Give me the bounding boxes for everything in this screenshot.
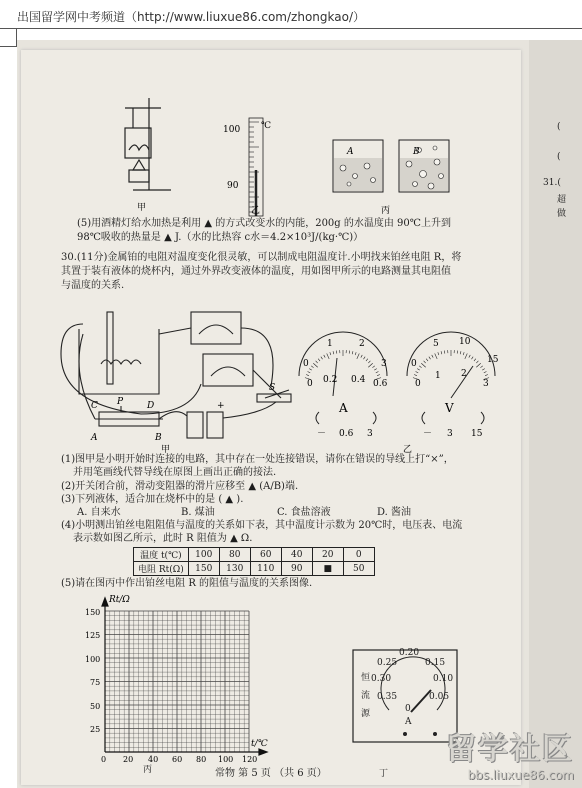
dial-tick [308, 371, 311, 372]
table-cell: 0 [343, 548, 374, 562]
fig-jia-caption: 甲 [137, 203, 147, 213]
circuit-label-d: D [147, 401, 155, 411]
bubble [433, 146, 437, 150]
dial-tick [465, 353, 467, 358]
table-header-res: 电阻 Rt(Ω) [134, 562, 189, 576]
ding-scale-030: 0.30 [371, 674, 392, 684]
ammeter-bottom-02: 0.2 [323, 375, 338, 385]
dial-tick [333, 351, 334, 354]
dial-tick [336, 351, 337, 354]
dial-tick [444, 351, 445, 354]
thermo-tick-100: 100 [223, 125, 241, 135]
ammeter-zero-top: 0 [303, 359, 309, 369]
table-cell: 20 [312, 548, 343, 562]
table-cell: ■ [312, 562, 343, 576]
dial-tick [463, 352, 464, 355]
side-char-yuan: 源 [361, 709, 371, 719]
x-tick-100: 100 [218, 755, 234, 764]
y-tick-50: 50 [90, 702, 101, 711]
q30-4: (4)小明测出铂丝电阻阻值与温度的关系如下表，其中温度计示数为 20℃时，电压表、电流 [61, 520, 463, 531]
dial-tick [435, 353, 437, 358]
table-row [134, 562, 375, 576]
q30-1: (1)图甲是小明开始时连接的电路，其中存在一处连接错误，请你在错误的导线上打“×”， [61, 454, 454, 465]
fig-yi-caption: 乙 [251, 206, 261, 216]
table-header-temp: 温度 t(℃) [134, 548, 189, 562]
bubble [439, 174, 444, 179]
circuit-label-c: C [91, 401, 98, 411]
y-tick-25: 25 [90, 725, 101, 734]
dials-caption-yi: 乙 [403, 445, 413, 454]
dial-tick [306, 374, 309, 375]
x-tick-0: 0 [101, 755, 107, 764]
ding-caption: 丁 [379, 769, 389, 779]
circuit-label-b: B [155, 433, 162, 443]
watermark-url: bbs.liuxue86.com [467, 768, 574, 782]
dial-tick [324, 355, 325, 358]
circuit-caption-jia: 甲 [161, 445, 171, 454]
margin-question-number: 31.( [543, 178, 561, 188]
x-tick-80: 80 [196, 755, 207, 764]
bubble [406, 161, 412, 167]
thermometer-ticks [249, 122, 259, 212]
dial-tick [349, 351, 350, 354]
ding-scale-025: 0.25 [377, 658, 398, 668]
option-a: A. 自来水 [77, 507, 121, 518]
voltmeter-zero-top: 0 [411, 359, 417, 369]
dial-tick [374, 369, 377, 371]
dial-tick [330, 352, 331, 355]
voltmeter-ticks [413, 350, 489, 379]
fig-bing-caption: 丙 [381, 206, 391, 216]
dial-tick [368, 363, 372, 367]
site-title: 出国留学网中考频道（http://www.liuxue86.com/zhongkao/） [17, 10, 365, 24]
bubble [364, 163, 370, 169]
graph-axes [102, 598, 267, 755]
table-cell: 40 [281, 548, 312, 562]
dial-tick [352, 351, 353, 354]
voltmeter-terminal-minus: － [423, 429, 433, 439]
ammeter-bottom-06: 0.6 [373, 379, 388, 389]
dial-tick [377, 374, 380, 375]
table-cell: 50 [343, 562, 374, 576]
header-rule [0, 28, 582, 29]
table-cell: 80 [219, 548, 250, 562]
q29-5-line1: (5)用酒精灯给水加热是利用 ▲ 的方式改变水的内能，200g 的水温度由 90℃上升到 [77, 218, 451, 229]
dial-tick [414, 374, 417, 375]
x-tick-40: 40 [148, 755, 159, 764]
voltmeter-bottom-3: 3 [483, 379, 489, 389]
bubble [428, 183, 434, 189]
dial-tick [429, 357, 431, 359]
photo-of-exam-page [17, 40, 582, 788]
table-row [134, 548, 375, 562]
dial-tick [376, 371, 379, 372]
q30-line3: 与温度的关系. [61, 280, 125, 291]
ammeter-top-1: 1 [327, 339, 333, 349]
thermo-unit: ℃ [261, 121, 272, 131]
dial-tick [457, 351, 458, 354]
dial-tick [485, 374, 488, 375]
voltmeter-bottom-0: 0 [415, 379, 421, 389]
voltmeter-terminal-15: 15 [471, 429, 483, 439]
q30-1b: 并用笔画线代替导线在原图上画出正确的接法. [73, 467, 277, 478]
bubble [340, 165, 346, 171]
voltmeter-bottom-1: 1 [435, 371, 441, 381]
resistance-temperature-table [133, 547, 375, 576]
dial-tick [372, 366, 374, 368]
watermark-logo-text: 留学社区 [446, 732, 574, 767]
voltmeter-bottom-2: 2 [461, 369, 467, 379]
dial-tick [355, 352, 356, 355]
x-tick-60: 60 [172, 755, 183, 764]
voltmeter-terminal-3: 3 [447, 429, 453, 439]
dial-tick [469, 355, 470, 358]
dial-tick [309, 369, 312, 371]
dial-tick [484, 371, 487, 372]
x-tick-120: 120 [242, 755, 258, 764]
ding-scale-020: 0.20 [399, 648, 420, 658]
graph-ylabel: Rt/Ω [109, 595, 130, 605]
graph-bing [65, 590, 325, 770]
bubble [434, 159, 440, 165]
dial-tick [441, 351, 442, 354]
dial-tick [321, 357, 323, 359]
q30-3: (3)下列液体，适合加在烧杯中的是 ( ▲ ). [61, 494, 244, 505]
dial-tick [419, 366, 421, 368]
ding-scale-010: 0.10 [433, 674, 454, 684]
q30-5: (5)请在图丙中作出铂丝电阻 R 的阻值与温度的关系图像. [61, 578, 313, 589]
watermark [446, 724, 574, 782]
ammeter-bottom-0: 0 [307, 379, 313, 389]
dial-tick [474, 359, 476, 361]
bubble [371, 178, 376, 183]
next-page-edge [529, 40, 582, 788]
dial-tick [424, 361, 426, 363]
ammeter-three-top: 3 [381, 359, 387, 369]
option-c: C. 食盐溶液 [277, 507, 331, 518]
dial-tick [313, 363, 317, 367]
ammeter-letter: A [339, 401, 348, 415]
dial-tick [366, 359, 368, 361]
x-tick-20: 20 [123, 755, 134, 764]
beaker-b-label: B [413, 147, 420, 157]
q30-4b: 表示数如图乙所示，此时 R 阻值为 ▲ Ω. [73, 533, 253, 544]
ding-scale-035: 0.35 [377, 692, 398, 702]
dial-tick [357, 353, 359, 358]
margin-mark-1: ( [557, 122, 561, 132]
q29-5-line2: 98℃吸收的热量是 ▲ J.（水的比热容 c水＝4.2×10³J/(kg·℃)） [77, 232, 364, 243]
table-cell: 130 [219, 562, 250, 576]
bubble [347, 182, 351, 186]
beaker-a-label: A [347, 147, 354, 157]
side-char-liu: 流 [361, 691, 371, 701]
dial-tick [361, 355, 362, 358]
dial-tick [363, 357, 365, 359]
dial-tick [438, 352, 439, 355]
y-tick-125: 125 [85, 631, 101, 640]
fig-jia-apparatus [125, 98, 171, 190]
corner-mark [0, 28, 17, 47]
dial-tick [480, 366, 482, 368]
table-cell: 150 [188, 562, 219, 576]
dial-tick [421, 363, 425, 367]
fig-circuit [21, 294, 521, 454]
dial-tick [311, 366, 313, 368]
bubble [420, 171, 427, 178]
page-footer: 常物 第 5 页 （共 6 页） [215, 768, 327, 779]
voltmeter-top-10: 10 [459, 337, 471, 347]
dial-tick [417, 369, 420, 371]
dial-tick [476, 361, 478, 363]
site-header [0, 0, 582, 30]
exam-paper [21, 50, 521, 785]
y-tick-150: 150 [85, 608, 101, 617]
dial-tick [416, 371, 419, 372]
q30-2: (2)开关闭合前，滑动变阻器的滑片应移至 ▲ (A/B)端. [61, 481, 299, 492]
figure-top-row [21, 50, 521, 220]
graph-xlabel: t/℃ [251, 739, 268, 749]
circuit-label-plus: + [217, 401, 225, 411]
table-cell: 90 [281, 562, 312, 576]
margin-char-2: 做 [557, 209, 567, 219]
side-char-heng: 恒 [361, 673, 371, 683]
option-b: B. 煤油 [181, 507, 215, 518]
voltmeter-fifteen-top: 15 [487, 355, 499, 365]
dial-tick [471, 357, 473, 359]
q30-line1: 30.(11分)金属铂的电阻对温度变化很灵敏，可以制成电阻温度计.小明找来铂丝电阻 R，将 [61, 252, 462, 263]
dial-tick [368, 361, 370, 363]
dial-tick [482, 369, 485, 371]
dial-tick [460, 351, 461, 354]
bubble [413, 182, 418, 187]
dial-tick [426, 359, 428, 361]
dial-tick [476, 363, 480, 367]
ding-scale-0: 0 [405, 704, 411, 714]
ding-scale-005: 0.05 [429, 692, 450, 702]
graph-grid [105, 611, 249, 752]
dial-tick [432, 355, 433, 358]
ammeter-terminal-minus: － [317, 429, 327, 439]
ammeter-ticks [305, 350, 381, 379]
ammeter-terminal-06: 0.6 [339, 429, 354, 439]
margin-mark-2: ( [557, 152, 561, 162]
circuit-label-p: P [117, 397, 124, 407]
y-tick-100: 100 [85, 655, 101, 664]
margin-char-1: 超 [557, 195, 567, 205]
graph-caption: 丙 [143, 765, 153, 775]
table-cell: 60 [250, 548, 281, 562]
dial-tick [327, 353, 329, 358]
voltmeter-top-5: 5 [433, 339, 439, 349]
circuit-label-a: A [91, 433, 98, 443]
bubble [353, 174, 358, 179]
voltmeter-letter: V [445, 401, 454, 415]
thermo-tick-90: 90 [227, 181, 239, 191]
ammeter-bottom-04: 0.4 [351, 375, 366, 385]
q30-line2: 其置于装有液体的烧杯内，通过外界改变液体的温度，用如图甲所示的电路测量其电阻值 [61, 266, 451, 277]
dial-tick [316, 361, 318, 363]
circuit-label-s: S [269, 383, 276, 393]
ammeter-top-2: 2 [359, 339, 365, 349]
ding-scale-015: 0.15 [425, 658, 446, 668]
dial-tick [318, 359, 320, 361]
table-cell: 100 [188, 548, 219, 562]
ding-letter: A [405, 717, 412, 727]
ammeter-terminal-3: 3 [367, 429, 373, 439]
table-cell: 110 [250, 562, 281, 576]
option-d: D. 酱油 [377, 507, 412, 518]
y-tick-75: 75 [90, 678, 101, 687]
